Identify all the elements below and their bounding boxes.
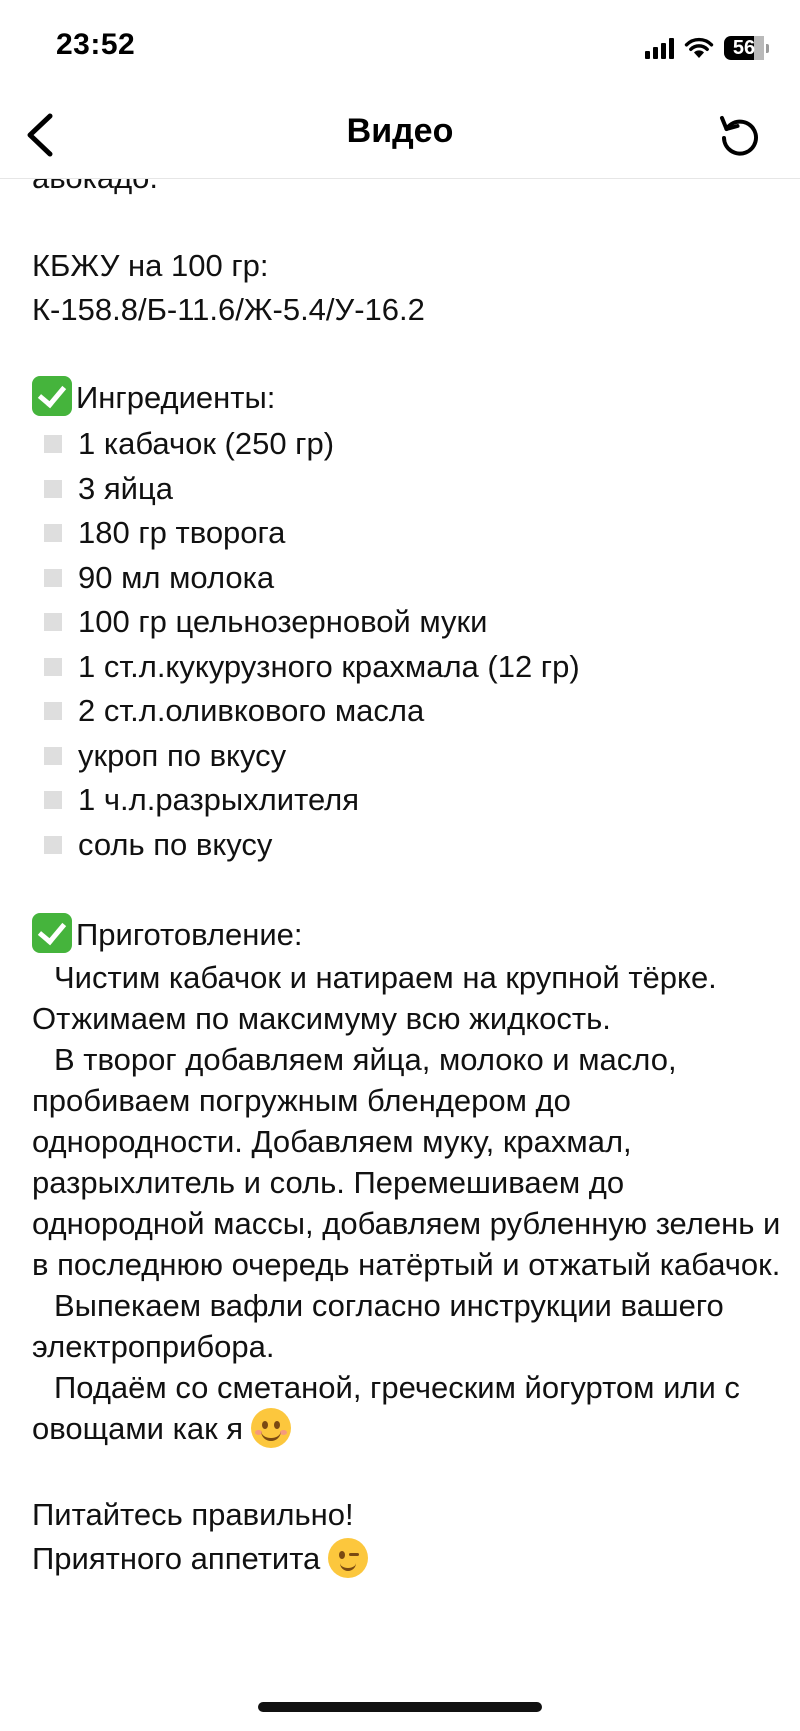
square-bullet-icon xyxy=(44,836,62,854)
reload-button[interactable] xyxy=(716,112,764,160)
square-bullet-icon xyxy=(44,613,62,631)
square-bullet-icon xyxy=(44,702,62,720)
ingredient-item: 100 гр цельнозерновой муки xyxy=(32,600,782,645)
ingredient-item: соль по вкусу xyxy=(32,823,782,868)
recipe-text xyxy=(32,156,782,1581)
closing-line-2: Приятного аппетита xyxy=(32,1541,321,1576)
kbju-values: К-158.8/Б-11.6/Ж-5.4/У-16.2 xyxy=(32,292,425,327)
kbju-title: КБЖУ на 100 гр: xyxy=(32,248,269,283)
ingredient-item: 1 ст.л.кукурузного крахмала (12 гр) xyxy=(32,645,782,690)
smiling-face-icon xyxy=(251,1408,291,1448)
reload-icon xyxy=(716,112,764,160)
home-indicator[interactable] xyxy=(258,1702,542,1712)
battery-icon xyxy=(724,35,770,61)
battery-percentage: 56 xyxy=(732,37,756,59)
square-bullet-icon xyxy=(44,524,62,542)
ingredient-item: 1 ч.л.разрыхлителя xyxy=(32,778,782,823)
ingredients-title: Ингредиенты: xyxy=(76,380,276,415)
preparation-heading xyxy=(32,913,782,957)
navigation-bar xyxy=(0,96,800,179)
status-icons xyxy=(645,34,770,62)
ingredient-item: 2 ст.л.оливкового масла xyxy=(32,689,782,734)
preparation-step: В творог добавляем яйца, молоко и масло, пробиваем погружным блендером до однородности. Добавляем муку, крахмал, разрыхлитель и соль. Перемешиваем до однородной массы, добавляем рубленную зелень и в последнюю очередь натёртый и отжатый кабачок. xyxy=(32,1042,781,1282)
square-bullet-icon xyxy=(44,480,62,498)
square-bullet-icon xyxy=(44,658,62,676)
closing-line-2-wrap xyxy=(32,1537,782,1581)
square-bullet-icon xyxy=(44,791,62,809)
preparation-step: Чистим кабачок и натираем на крупной тёрке. Отжимаем по максимуму всю жидкость. xyxy=(32,960,717,1036)
ingredient-item: 1 кабачок (250 гр) xyxy=(32,422,782,467)
signal-icon xyxy=(645,37,674,59)
check-mark-button-icon xyxy=(32,376,72,416)
status-time: 23:52 xyxy=(56,28,136,61)
check-mark-button-icon xyxy=(32,913,72,953)
square-bullet-icon xyxy=(44,747,62,765)
preparation-title: Приготовление: xyxy=(76,917,303,952)
status-bar xyxy=(0,0,800,96)
square-bullet-icon xyxy=(44,435,62,453)
ingredients-heading xyxy=(32,376,782,420)
ingredient-item: укроп по вкусу xyxy=(32,734,782,779)
ingredient-item: 90 мл молока xyxy=(32,556,782,601)
page-title: Видео xyxy=(346,112,454,150)
preparation-step: Подаём со сметаной, греческим йогуртом или с овощами как я xyxy=(32,1370,740,1446)
square-bullet-icon xyxy=(44,569,62,587)
ingredient-item: 180 гр творога xyxy=(32,511,782,556)
wifi-icon xyxy=(684,36,714,60)
preparation-step: Выпекаем вафли согласно инструкции вашего электроприбора. xyxy=(32,1288,724,1364)
ingredient-list xyxy=(32,422,782,867)
closing-line-1: Питайтесь правильно! xyxy=(32,1497,354,1532)
ingredient-item: 3 яйца xyxy=(32,467,782,512)
recipe-content[interactable] xyxy=(0,178,800,1731)
winking-face-icon xyxy=(328,1538,368,1578)
